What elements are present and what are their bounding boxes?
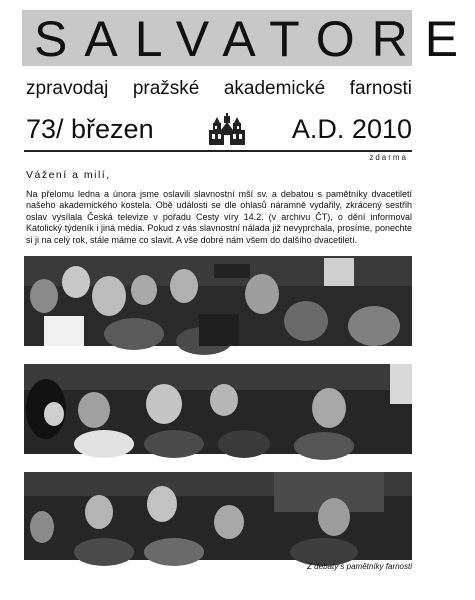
issue-number: 73/ březen xyxy=(26,114,154,144)
issue-line xyxy=(26,113,412,149)
greeting: Vážení a milí, xyxy=(26,169,111,181)
header-rule xyxy=(24,150,412,152)
subtitle-word: pražské xyxy=(132,78,200,99)
subtitle-word: akademické xyxy=(223,78,326,99)
photo-audience-2 xyxy=(24,364,412,454)
masthead-banner xyxy=(22,10,475,67)
subtitle-word: farnosti xyxy=(349,78,412,99)
church-facade-icon xyxy=(207,113,247,146)
newsletter-title: SALVATORE xyxy=(34,11,475,67)
newsletter-subtitle xyxy=(26,78,412,100)
price-label: zdarma xyxy=(369,153,408,162)
photo-audience-1 xyxy=(24,256,412,346)
photo-audience-3 xyxy=(24,472,412,560)
subtitle-word: zpravodaj xyxy=(26,78,109,99)
photo-caption: Z debaty s pamětníky farnosti xyxy=(307,562,412,571)
issue-year: A.D. 2010 xyxy=(291,114,412,144)
intro-paragraph: Na přelomu ledna a února jsme oslavili slavnostní mší sv. a debatou s pamětníky dvacetiletí našeho akademického kostela. Obě události se dle ohlasů náramně vydařily, zkrácený sestřih oslav vysílala Česká televize v pořadu Cesty víry 14.2. (v archivu ČT), o dění informoval Katolický týdeník i jiná média. Pokud z vás slavnostní nálada již nevyprchala, prosíme, ponechte si ji na celý rok, stále máme co slavit. A vše dobré nám všem do dalšího dvacetiletí. xyxy=(26,189,412,245)
